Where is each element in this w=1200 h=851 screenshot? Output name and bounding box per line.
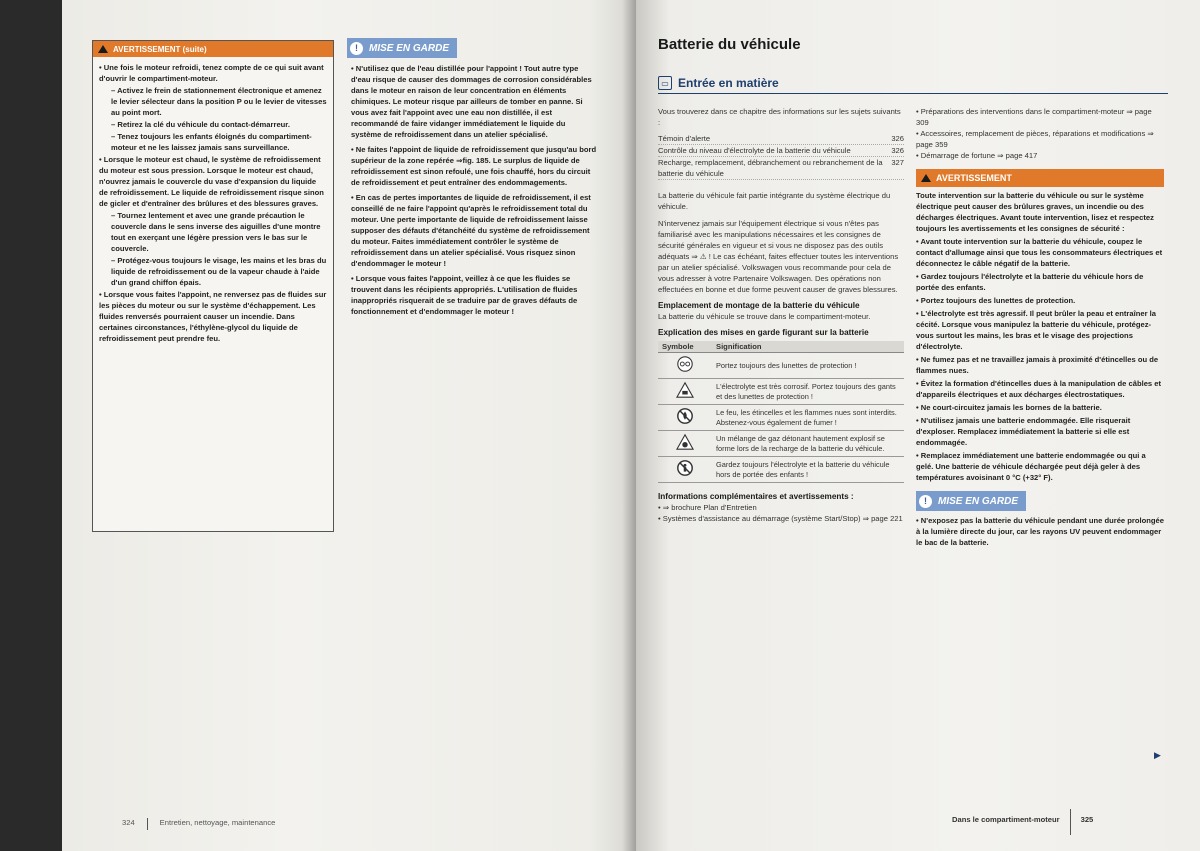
symbol-cell	[658, 431, 712, 457]
mount-heading: Emplacement de montage de la batterie du véhicule	[658, 301, 860, 310]
right-footer	[952, 815, 1093, 835]
warning-bullet: • Gardez toujours l'électrolyte et la batterie du véhicule hors de portée des enfants.	[916, 271, 1164, 293]
related-topic-item: • Préparations des interventions dans le compartiment-moteur ⇒ page 309	[916, 106, 1164, 128]
info-heading: Informations complémentaires et avertissements :	[658, 492, 854, 501]
warning-bullet: • Évitez la formation d'étincelles dues à la manipulation de câbles et d'appareils électriques et aux décharges électrostatiques.	[916, 378, 1164, 400]
battery-warning-intro: Toute intervention sur la batterie du véhicule ou sur le système électrique peut causer des brûlures graves, un incendie ou des décharges électriques. Avant toute intervention, lisez et respectez toujours les avertissements et les consignes de sécurité :	[916, 191, 1154, 233]
caution-circle-icon: !	[350, 42, 363, 55]
meaning-cell: L'électrolyte est très corrosif. Portez toujours des gants et des lunettes de protection !	[712, 379, 904, 405]
caution-paragraph: • N'utilisez que de l'eau distillée pour l'appoint ! Tout autre type d'eau risque de causer des dommages de corrosion considérables dans le moteur en raison de leur concentration en éléments chimiques. Le moteur risque par ailleurs de tomber en panne. Si vous avez fait l'appoint avec une eau non distillée, il est recommandé de faire vidanger immédiatement le liquide du système de refroidissement dans un atelier spécialisé.	[351, 63, 597, 140]
warning-header: AVERTISSEMENT (suite)	[93, 41, 333, 57]
info-item: • Systèmes d'assistance au démarrage (système Start/Stop) ⇒ page 221	[658, 513, 904, 524]
keep-away-children-icon	[662, 459, 708, 480]
table-row	[658, 431, 904, 457]
warning-paragraph: – Protégez-vous toujours le visage, les mains et les bras du liquide de refroidissement ou de la vapeur chaude à l'aide d'un grand chiffon épais.	[99, 255, 327, 288]
page-number: 325	[1080, 815, 1094, 824]
caution-body	[347, 63, 597, 317]
caution-header: ! MISE EN GARDE	[916, 491, 1026, 511]
info-item: • ⇒ brochure Plan d'Entretien	[658, 502, 904, 513]
section-name: Entretien, nettoyage, maintenance	[159, 818, 276, 827]
warning-paragraph: – Retirez la clé du véhicule du contact-démarreur.	[99, 119, 327, 130]
column-left	[658, 106, 904, 524]
warning-body	[93, 57, 333, 350]
caution-paragraph: • Lorsque vous faites l'appoint, veillez à ce que les fluides se trouvent dans les récipients appropriés. L'utilisation de fluides inappropriés risquerait de se traduire par de graves défauts de fonctionnement et d'endommager le moteur !	[351, 273, 597, 317]
related-topic-item: • Accessoires, remplacement de pièces, réparations et modifications ⇒ page 359	[916, 128, 1164, 150]
left-footer	[122, 818, 275, 830]
warning-paragraph: • Lorsque le moteur est chaud, le système de refroidissement du moteur est sous pression. Lorsque le moteur est chaud, n'ouvrez jamais le couvercle du vase d'expansion du liquide de refroidissement. Le liquide de refroidissement risque sinon de gicler et d'entraîner des brûlures et des blessures graves.	[99, 154, 327, 209]
table-row	[658, 405, 904, 431]
battery-caution-box	[916, 491, 1164, 548]
toc-row	[658, 133, 904, 145]
continue-arrow-icon: ▶	[1154, 750, 1161, 760]
warning-bullet: • Ne court-circuitez jamais les bornes de la batterie.	[916, 402, 1164, 413]
related-topic-item: • Démarrage de fortune ⇒ page 417	[916, 150, 1164, 161]
table-row	[658, 379, 904, 405]
book-icon: ▭	[658, 76, 672, 90]
goggles-icon	[662, 355, 708, 376]
table-row	[658, 353, 904, 379]
toc-label: Recharge, remplacement, débranchement ou rebranchement de la batterie du véhicule	[658, 158, 883, 178]
toc-label: Contrôle du niveau d'électrolyte de la batterie du véhicule	[658, 146, 851, 155]
no-fire-icon	[662, 407, 708, 428]
symbol-cell	[658, 457, 712, 483]
warning-bullet: • Ne fumez pas et ne travaillez jamais à proximité d'étincelles ou de flammes nues.	[916, 354, 1164, 376]
battery-caution-text: • N'exposez pas la batterie du véhicule pendant une durée prolongée à la lumière directe du jour, car les rayons UV peuvent endommager le bac de la batterie.	[916, 516, 1164, 547]
warning-paragraph: • Une fois le moteur refroidi, tenez compte de ce qui suit avant d'ouvrir le compartiment-moteur.	[99, 62, 327, 84]
warning-bullet: • Avant toute intervention sur la batterie du véhicule, coupez le contact d'allumage ainsi que tous les consommateurs électriques et déconnectez le câble négatif de la batterie.	[916, 236, 1164, 269]
warning-bullet: • N'utilisez jamais une batterie endommagée. Elle risquerait d'exploser. Remplacez immédiatement la batterie si elle est endommagée.	[916, 415, 1164, 448]
caution-paragraph: • Ne faites l'appoint de liquide de refroidissement que jusqu'au bord supérieur de la zone repérée ⇒fig. 185. Le surplus de liquide de refroidissement est sinon refoulé, une fois chauffé, hors du circuit de refroidissement et peut entraîner des endommagements.	[351, 144, 597, 188]
warning-triangle-icon	[98, 45, 108, 53]
intro-text: Vous trouverez dans ce chapitre des informations sur les sujets suivants :	[658, 107, 901, 127]
info-list	[658, 502, 904, 524]
battery-warning-bullets	[916, 236, 1164, 483]
toc-list	[658, 133, 904, 180]
symbol-cell	[658, 353, 712, 379]
section-name: Dans le compartiment-moteur	[952, 815, 1060, 824]
explosive-warning-icon	[662, 433, 708, 454]
symbols-heading: Explication des mises en garde figurant sur la batterie	[658, 328, 869, 337]
column-right	[916, 106, 1164, 548]
warning-triangle-icon	[921, 174, 931, 182]
safety-intro: N'intervenez jamais sur l'équipement électrique si vous n'êtes pas familiarisé avec les manipulations nécessaires et les consignes de sécurité générales en vigueur et si vous ne disposez pas des outils adéquats ⇒ ⚠ ! Le cas échéant, faites effectuer toutes les interventions par un atelier spécialisé. Volkswagen vous recommande pour cela de vous adresser à votre Partenaire Volkswagen. Des opérations non effectuées en bonne et due forme peuvent causer de graves blessures.	[658, 219, 899, 294]
battery-intro: La batterie du véhicule fait partie intégrante du système électrique du véhicule.	[658, 191, 891, 211]
warning-box-continued	[92, 40, 334, 532]
caution-circle-icon: !	[919, 495, 932, 508]
warning-bullet: • L'électrolyte est très agressif. Il peut brûler la peau et entraîner la cécité. Lorsque vous manipulez la batterie du véhicule, protégez-vous surtout les mains, les bras et le visage des projections d'électrolyte.	[916, 308, 1164, 352]
symbol-cell	[658, 379, 712, 405]
toc-label: Témoin d'alerte	[658, 134, 711, 143]
toc-page: 327	[891, 158, 904, 167]
toc-row	[658, 157, 904, 180]
page-number: 324	[122, 818, 135, 827]
meaning-cell: Le feu, les étincelles et les flammes nues sont interdits. Abstenez-vous également de fumer !	[712, 405, 904, 431]
section-subtitle: ▭ Entrée en matière	[658, 76, 1168, 94]
mount-text: La batterie du véhicule se trouve dans le compartiment-moteur.	[658, 312, 871, 321]
meaning-cell: Gardez toujours l'électrolyte et la batterie du véhicule hors de portée des enfants !	[712, 457, 904, 483]
toc-row	[658, 145, 904, 157]
battery-warning-header: AVERTISSEMENT	[916, 169, 1164, 187]
table-row	[658, 457, 904, 483]
meaning-cell: Portez toujours des lunettes de protection !	[712, 353, 904, 379]
related-topics	[916, 106, 1164, 161]
warning-bullet: • Remplacez immédiatement une batterie endommagée ou qui a gelé. Une batterie de véhicule déchargée peut déjà geler à des températures avoisinant 0 °C (+32° F).	[916, 450, 1164, 483]
symbols-table	[658, 341, 904, 483]
page-title: Batterie du véhicule	[658, 36, 801, 53]
right-page	[636, 0, 1200, 851]
toc-page: 326	[891, 146, 904, 155]
meaning-col-header: Signification	[712, 341, 904, 353]
symbol-cell	[658, 405, 712, 431]
caution-header: ! MISE EN GARDE	[347, 38, 457, 58]
corrosive-warning-icon	[662, 381, 708, 402]
left-page	[62, 0, 636, 851]
warning-bullet: • Portez toujours des lunettes de protection.	[916, 295, 1164, 306]
battery-warning-box	[916, 169, 1164, 483]
warning-paragraph: – Activez le frein de stationnement électronique et amenez le levier sélecteur dans la position P ou le levier de vitesses au point mort.	[99, 85, 327, 118]
warning-paragraph: • Lorsque vous faites l'appoint, ne renversez pas de fluides sur les pièces du moteur ou sur le système d'échappement. Les fluides renversés pourraient causer un incendie. Dans certaines circonstances, l'éthylène-glycol du liquide de refroidissement peut prendre feu.	[99, 289, 327, 344]
toc-page: 326	[891, 134, 904, 143]
caution-paragraph: • En cas de pertes importantes de liquide de refroidissement, il est conseillé de ne faire l'appoint qu'après le refroidissement total du moteur. Une perte importante de liquide de refroidissement laisse supposer des défauts d'étanchéité du système de refroidissement du moteur. Faites immédiatement contrôler le système de refroidissement dans un atelier spécialisé. Vous risquez sinon d'endommager le moteur !	[351, 192, 597, 269]
symbol-col-header: Symbole	[658, 341, 712, 353]
warning-paragraph: – Tenez toujours les enfants éloignés du compartiment-moteur et ne les laissez jamais sans surveillance.	[99, 131, 327, 153]
warning-paragraph: – Tournez lentement et avec une grande précaution le couvercle dans le sens inverse des aiguilles d'une montre tout en exerçant une légère pression vers le bas sur le couvercle.	[99, 210, 327, 254]
meaning-cell: Un mélange de gaz détonant hautement explosif se forme lors de la recharge de la batterie du véhicule.	[712, 431, 904, 457]
caution-box	[347, 38, 597, 321]
